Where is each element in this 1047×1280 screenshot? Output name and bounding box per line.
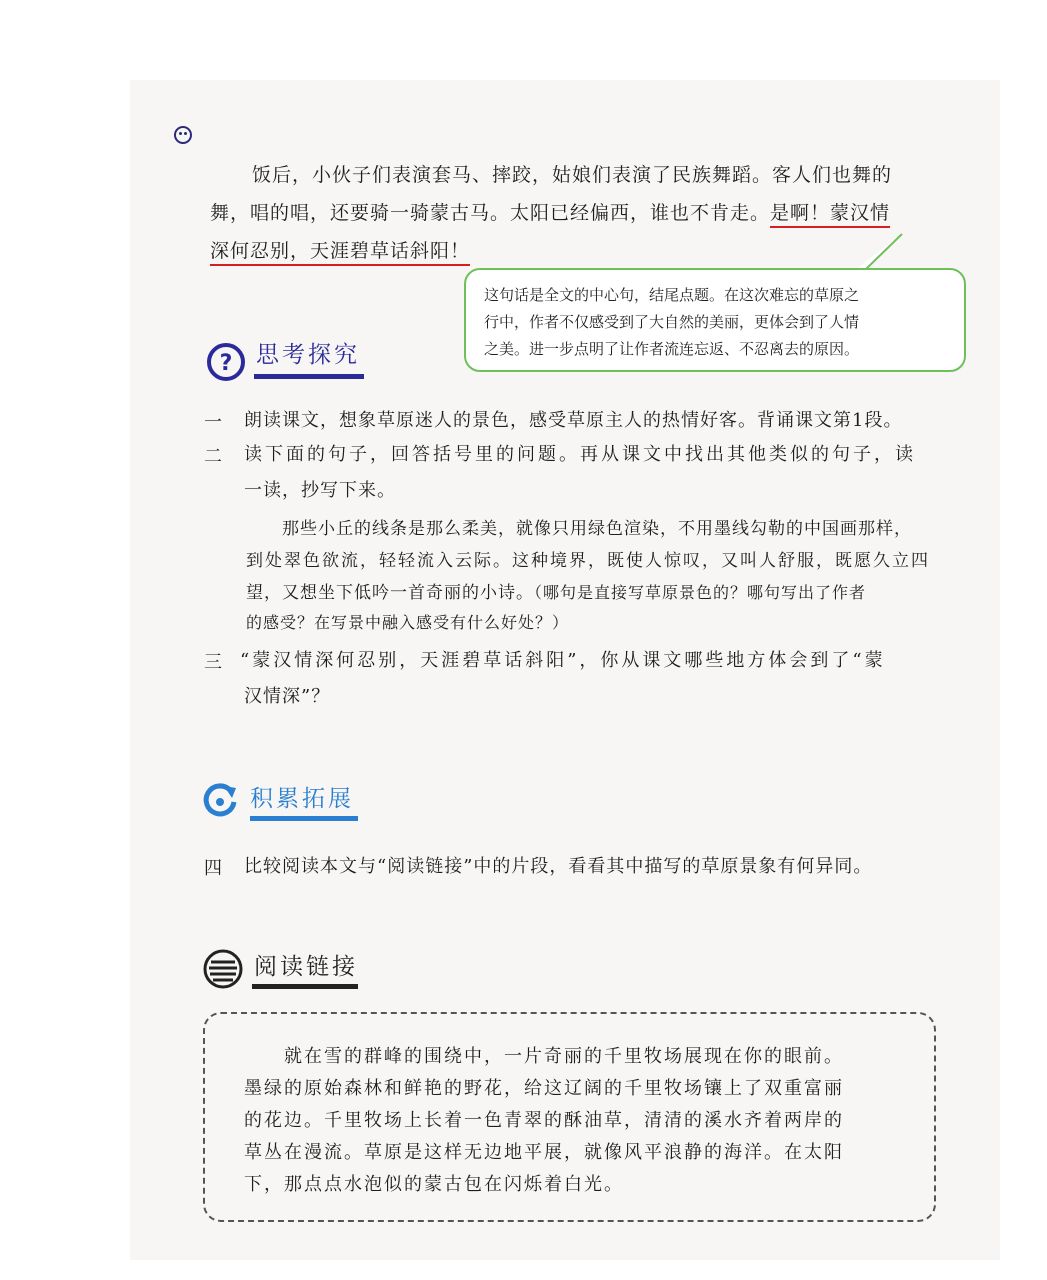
- question-2-line-1: 读下面的句子，回答括号里的问题。再从课文中找出其他类似的句子，读: [244, 444, 916, 465]
- quote-prompt-2: 的感受？在写景中融入感受有什么好处？）: [246, 613, 570, 632]
- question-number-4: 四: [204, 858, 222, 879]
- question-3-line-1: “蒙汉情深何忍别，天涯碧草话斜阳”，你从课文哪些地方体会到了“蒙: [240, 650, 886, 671]
- callout-line-2: 行中，作者不仅感受到了大自然的美丽，更体会到了人情: [484, 313, 860, 331]
- question-number-1: 一: [204, 412, 222, 433]
- svg-text:?: ?: [219, 351, 233, 376]
- question-icon: [206, 342, 246, 382]
- smiley-icon: [174, 126, 192, 144]
- section-title-extend: 积累拓展: [250, 786, 354, 812]
- question-3-line-2: 汉情深”？: [244, 686, 331, 707]
- question-4: 比较阅读本文与“阅读链接”中的片段，看看其中描写的草原景象有何异同。: [244, 856, 873, 877]
- quote-line-3: [246, 578, 866, 603]
- passage-line-1: 就在雪的群峰的围绕中，一片奇丽的千里牧场展现在你的眼前。: [284, 1046, 844, 1067]
- section-underline: [252, 984, 358, 989]
- passage-line-2: 墨绿的原始森林和鲜艳的野花，给这辽阔的千里牧场镶上了双重富丽: [244, 1078, 844, 1099]
- question-number-2: 二: [204, 446, 222, 467]
- quote-line-1: 那些小丘的线条是那么柔美，就像只用绿色渲染，不用墨线勾勒的中国画那样，: [282, 519, 912, 539]
- quote-line-2: 到处翠色欲流，轻轻流入云际。这种境界，既使人惊叹，又叫人舒服，既愿久立四: [246, 551, 930, 571]
- callout-line-1: 这句话是全文的中心句，结尾点题。在这次难忘的草原之: [484, 286, 860, 304]
- quote-line-3-text: 望，又想坐下低吟一首奇丽的小诗。: [246, 583, 534, 603]
- reading-link-icon: [202, 948, 244, 990]
- quote-prompt-1: （哪句是直接写草原景色的？哪句写出了作者: [534, 583, 867, 602]
- passage-line-3: 的花边。千里牧场上长着一色青翠的酥油草，清清的溪水齐着两岸的: [244, 1110, 844, 1131]
- section-title-explore: 思考探究: [256, 342, 360, 368]
- question-2-line-2: 一读，抄写下来。: [244, 480, 396, 501]
- paragraph-line-3: [210, 236, 470, 263]
- highlight-sentence-part-2: 深何忍别，天涯碧草话斜阳！: [210, 240, 470, 266]
- callout-tail: [850, 232, 910, 272]
- question-1: 朗读课文，想象草原迷人的景色，感受草原主人的热情好客。背诵课文第1段。: [244, 410, 903, 431]
- passage-line-4: 草丛在漫流。草原是这样无边地平展，就像风平浪静的海洋。在太阳: [244, 1142, 844, 1163]
- question-number-3: 三: [204, 652, 222, 673]
- section-underline: [254, 374, 364, 379]
- annotation-callout: [464, 268, 966, 372]
- paragraph-line-1: 饭后，小伙子们表演套马、摔跤，姑娘们表演了民族舞蹈。客人们也舞的: [252, 164, 893, 186]
- refresh-arrow-icon: [200, 780, 240, 820]
- section-title-reading-link: 阅读链接: [254, 954, 358, 980]
- passage-line-5: 下，那点点水泡似的蒙古包在闪烁着白光。: [244, 1174, 624, 1195]
- callout-line-3: 之美。进一步点明了让作者流连忘返、不忍离去的原因。: [484, 340, 860, 358]
- highlight-sentence-part-1: 是啊！蒙汉情: [770, 202, 890, 228]
- section-underline: [250, 816, 358, 821]
- paragraph-line-2: [210, 198, 890, 225]
- paragraph-line-2-text: 舞，唱的唱，还要骑一骑蒙古马。太阳已经偏西，谁也不肯走。: [210, 202, 771, 224]
